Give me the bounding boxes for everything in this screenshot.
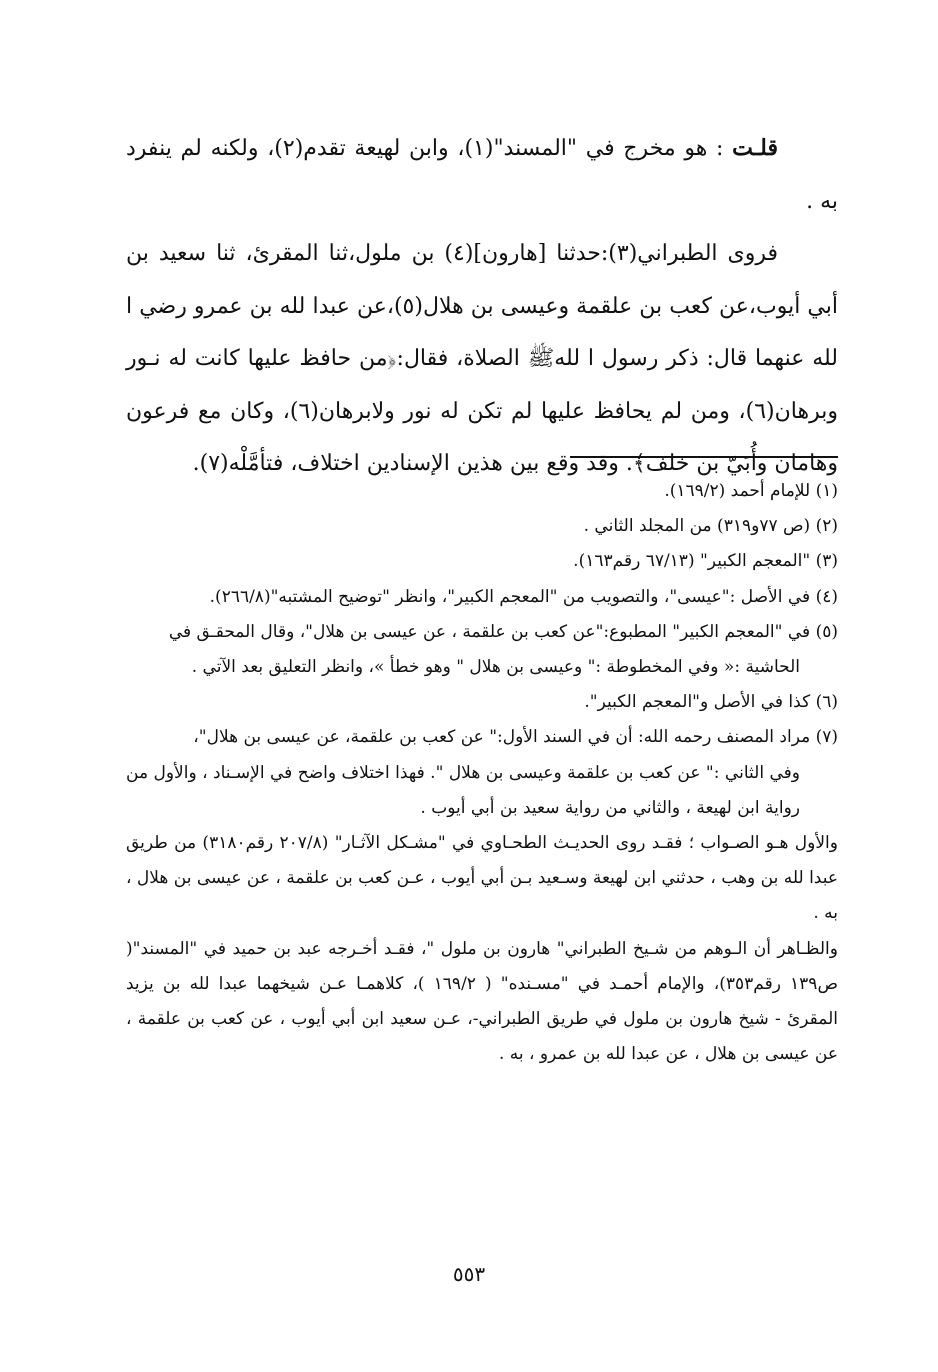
footnote-3: (٣) "المعجم الكبير" (٦٧/١٣ رقم١٦٣). bbox=[573, 551, 838, 572]
footnote-7-paragraph-a: والأول هـو الصـواب ؛ فقـد روى الحديـث الطحـاوي في "مشـكل الآثـار" (٢٠٧/٨ رقم٣١٨٠) من طريق عبدا لله بن وهب ، حدثني ابن لهيعة وسـعيد بـن أبي أيوب ، عـن كعب بن علقمة ، عن عيسى بن هلال ، به . bbox=[126, 833, 838, 924]
paragraph-1-text: : هو مخرج في "المسند"(١)، وابن لهيعة تقدم(٢)، ولكنه لم ينفرد به . bbox=[126, 136, 838, 214]
footnote-7-continuation: وفي الثاني :" عن كعب بن علقمة وعيسى بن هلال ". فهذا اختلاف واضح في الإسـناد ، والأول من رواية ابن لهيعة ، والثاني من رواية سعيد بن أبي أيوب . bbox=[126, 762, 800, 818]
footnote-2: (٢) (ص ٧٧و٣١٩) من المجلد الثاني . bbox=[583, 516, 838, 537]
main-paragraph-1 bbox=[126, 122, 838, 228]
footnotes bbox=[126, 474, 838, 1072]
footnote-7-paragraph-b: والظـاهر أن الـوهم من شـيخ الطبراني" هارون بن ملول "، فقـد أخـرجه عبد بن حميد في "المسند"( ص١٣٩ رقم٣٥٣)، والإمام أحمـد في "مسـنده" ( ١٦٩/٢ )، كلاهمـا عـن شيخهما عبدا لله بن يزيد المقرئ - شيخ هارون بن ملول في طريق الطبراني-، عـن سعيد ابن أبي أيوب ، عن كعب بن علقمة ، عن عيسى بن هلال ، عن عبدا لله بن عمرو ، به . bbox=[126, 938, 838, 1065]
footnote-1: (١) للإمام أحمد (١٦٩/٢). bbox=[664, 481, 838, 501]
footnote-4: (٤) في الأصل :"عيسى"، والتصويب من "المعجم الكبير"، وانظر "توضيح المشتبه"(٢٦٦/٨). bbox=[209, 586, 838, 607]
main-text bbox=[126, 122, 838, 491]
footnote-5-continuation: الحاشية :« وفي المخطوطة :" وعيسى بن هلال " وهو خطأ »، وانظر التعليق بعد الآتي . bbox=[191, 657, 800, 678]
footnote-5: (٥) في "المعجم الكبير" المطبوع:"عن كعب بن علقمة ، عن عيسى بن هلال"، وقال المحقـق في bbox=[168, 621, 838, 642]
footnote-6: (٦) كذا في الأصل و"المعجم الكبير". bbox=[584, 692, 838, 713]
main-paragraph-2: فروى الطبراني(٣):حدثنا [هارون](٤) بن ملول،ثنا المقرئ، ثنا سعيد بن أبي أيوب،عن كعب بن علقمة وعيسى بن هلال(٥)،عن عبدا لله بن عمرو رضي ا لله عنهما قال: ذكر رسول ا للهﷺ الصلاة، فقال:﴿من حافظ عليها كانت له نـور وبرهان(٦)، ومن لم يحافظ عليها لم تكن له نور ولابرهان(٦)، وكان مع فرعون وهامان وأُبَيّ بن خلف﴾. وقد وقع بين هذين الإسنادين اختلاف، فتأمَّلْه(٧). bbox=[126, 241, 838, 476]
footnote-separator bbox=[570, 456, 838, 458]
lead-word: قلـت bbox=[732, 135, 778, 161]
footnote-7: (٧) مراد المصنف رحمه الله: أن في السند الأول:" عن كعب بن علقمة، عن عيسى بن هلال"، bbox=[193, 727, 838, 748]
page-number: ٥٥٣ bbox=[452, 1262, 486, 1286]
